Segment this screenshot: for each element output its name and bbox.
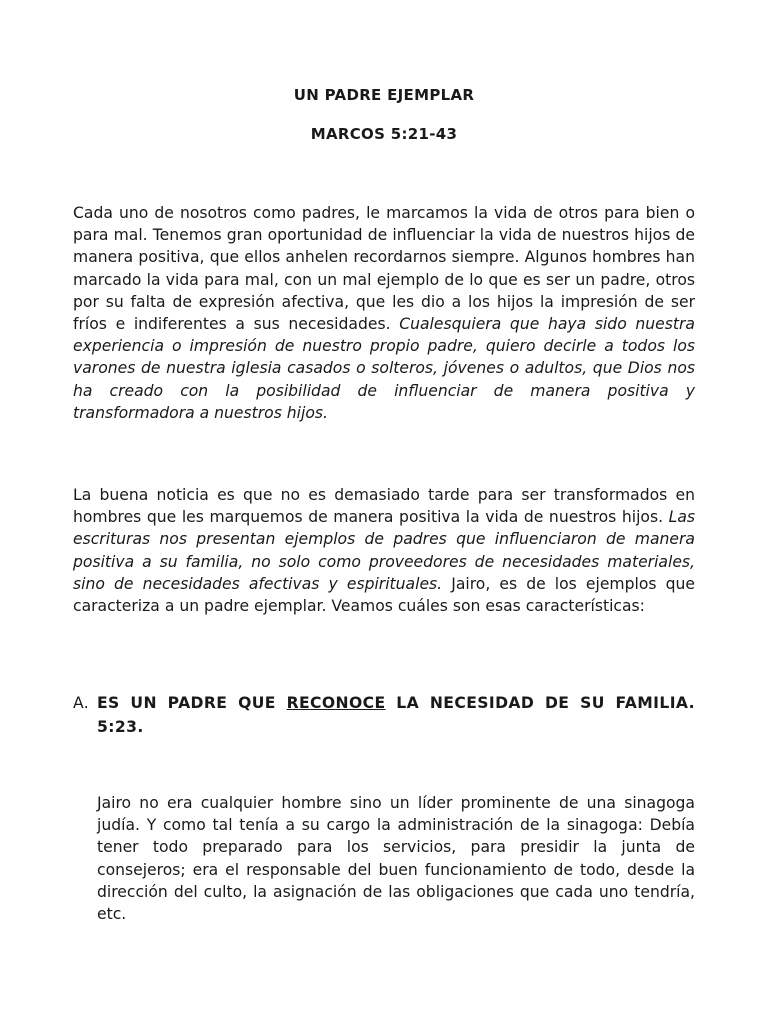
section-a-underlined-word: RECONOCE: [286, 694, 386, 712]
intro-paragraph-text: Cada uno de nosotros como padres, le marcamos la vida de otros para bien o para mal. Tenemos gran oportunidad de influenciar la vida de nuestros hijos de manera positiva, que ellos anhelen recordarnos siempre. Algunos hombres han marcado la vida para mal, con un mal ejemplo de lo que es ser un padre, otros por su falta de expresión afectiva, que les dio a los hijos la impresión de ser fríos e indiferentes a sus necesidades.: [73, 204, 695, 334]
good-news-text-start: La buena noticia es que no es demasiado tarde para ser transformados en hombres que les marquemos de manera positiva la vida de nuestros hijos.: [73, 486, 695, 527]
scripture-reference: MARCOS 5:21-43: [310, 125, 458, 143]
document-title: UN PADRE EJEMPLAR: [293, 86, 475, 104]
good-news-text-end: Jairo, es de los ejemplos que caracteriza a un padre ejemplar. Veamos cuáles son esas características:: [73, 574, 695, 616]
intro-paragraph: [73, 202, 695, 424]
section-a-heading: [73, 691, 695, 739]
jairo-paragraph: Jairo no era cualquier hombre sino un líder prominente de una sinagoga judía. Y como tal tenía a su cargo la administración de la sinagoga: Debía tener todo preparado para los servicios, para presidir la junta de consejeros; era el responsable del buen funcionamiento de todo, desde la dirección del culto, la asignación de las obligaciones que cada uno tendría, etc.: [97, 794, 695, 924]
good-news-italic: Las escrituras nos presentan ejemplos de padres que influenciaron de manera positiva a su familia, no solo como proveedores de necesidades materiales, sino de necesidades afectivas y espirituales.: [73, 508, 695, 593]
section-a-title-end: LA NECESIDAD DE SU FAMILIA. 5:23.: [97, 694, 695, 736]
intro-paragraph-italic: Cualesquiera que haya sido nuestra experiencia o impresión de nuestro propio padre, quiero decirle a todos los varones de nuestra iglesia casados o solteros, jóvenes o adultos, que Dios nos ha creado con la posibilidad de influenciar de manera positiva y transformadora a nuestros hijos.: [73, 315, 695, 422]
section-a-title-start: ES UN PADRE QUE: [97, 694, 287, 712]
section-a-title: [97, 691, 695, 739]
good-news-paragraph: [73, 484, 695, 617]
section-a-marker: A.: [73, 694, 90, 712]
